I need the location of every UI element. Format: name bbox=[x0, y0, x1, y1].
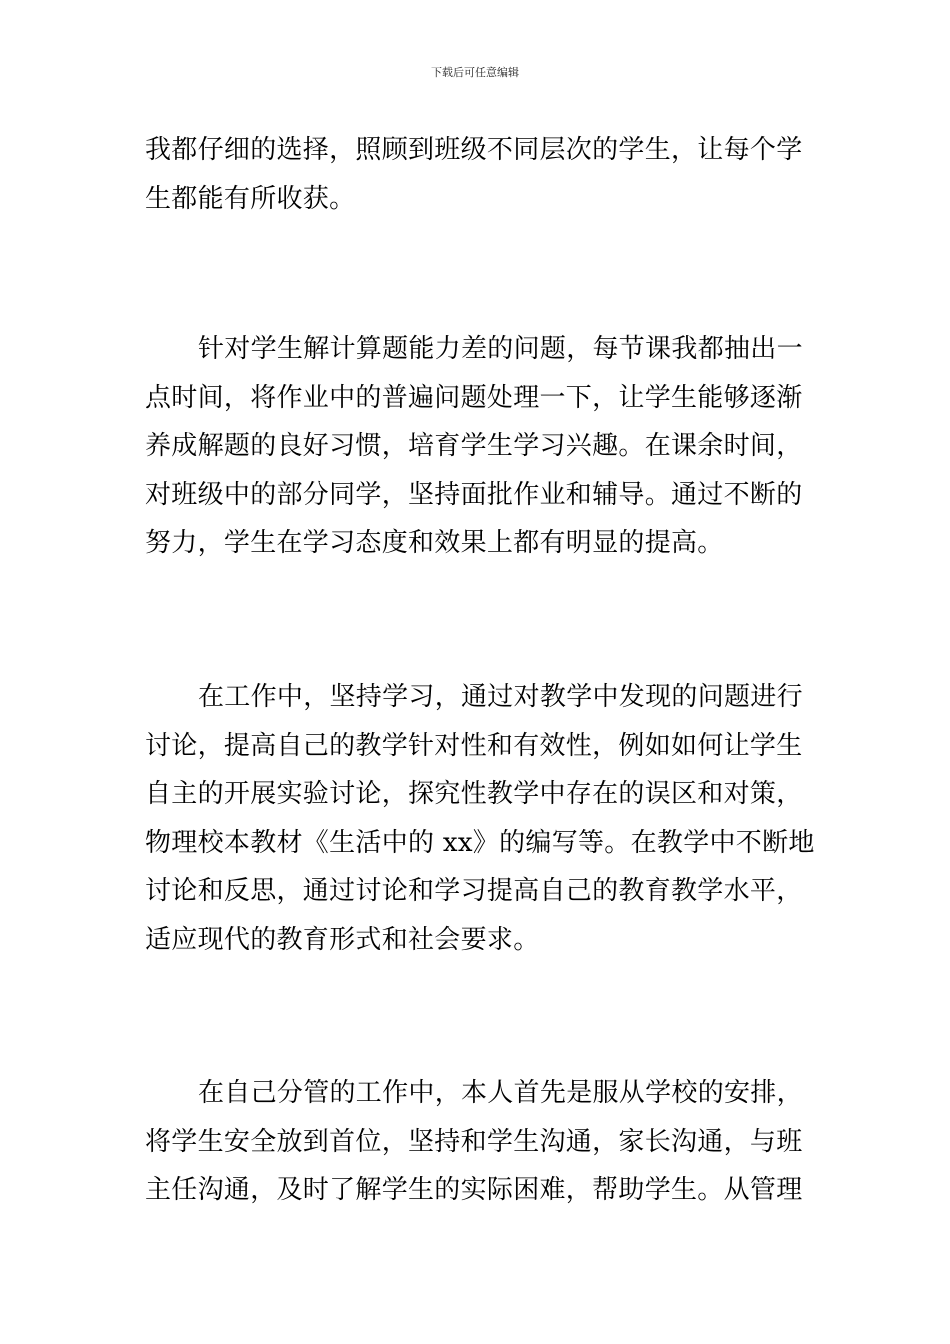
text-line: 主任沟通，及时了解学生的实际困难，帮助学生。从管理 bbox=[145, 1175, 803, 1205]
text-line: 养成解题的良好习惯，培育学生学习兴趣。在课余时间， bbox=[145, 431, 803, 461]
text-line: 适应现代的教育形式和社会要求。 bbox=[145, 924, 540, 955]
text-line: 我都仔细的选择，照顾到班级不同层次的学生，让每个学 bbox=[145, 135, 803, 165]
text-line: 将学生安全放到首位，坚持和学生沟通，家长沟通，与班 bbox=[145, 1126, 803, 1157]
paragraph-management-work bbox=[145, 1069, 807, 1215]
paragraph-calculation-practice bbox=[145, 325, 807, 568]
text-line: 自主的开展实验讨论，探究性教学中存在的误区和对策， bbox=[145, 779, 803, 809]
text-line: 讨论和反思，通过讨论和学习提高自己的教育教学水平， bbox=[145, 876, 803, 906]
text-line: 努力，学生在学习态度和效果上都有明显的提高。 bbox=[145, 528, 724, 558]
text-line: 针对学生解计算题能力差的问题，每节课我都抽出一 bbox=[198, 334, 803, 364]
text-line: 生都能有所收获。 bbox=[145, 183, 356, 214]
text-line: 物理校本教材《生活中的 xx》的编写等。在教学中不断地 bbox=[145, 827, 815, 858]
paragraph-continuation bbox=[145, 126, 807, 223]
text-line: 对班级中的部分同学，坚持面批作业和辅导。通过不断的 bbox=[145, 479, 803, 510]
text-line: 在工作中，坚持学习，通过对教学中发现的问题进行 bbox=[198, 682, 803, 712]
text-line: 在自己分管的工作中，本人首先是服从学校的安排， bbox=[198, 1078, 803, 1108]
text-line: 点时间，将作业中的普遍问题处理一下，让学生能够逐渐 bbox=[145, 382, 803, 413]
paragraph-study-and-research bbox=[145, 673, 815, 964]
text-line: 讨论，提高自己的教学针对性和有效性，例如如何让学生 bbox=[145, 730, 803, 761]
page-header-note: 下载后可任意编辑 bbox=[431, 66, 519, 79]
